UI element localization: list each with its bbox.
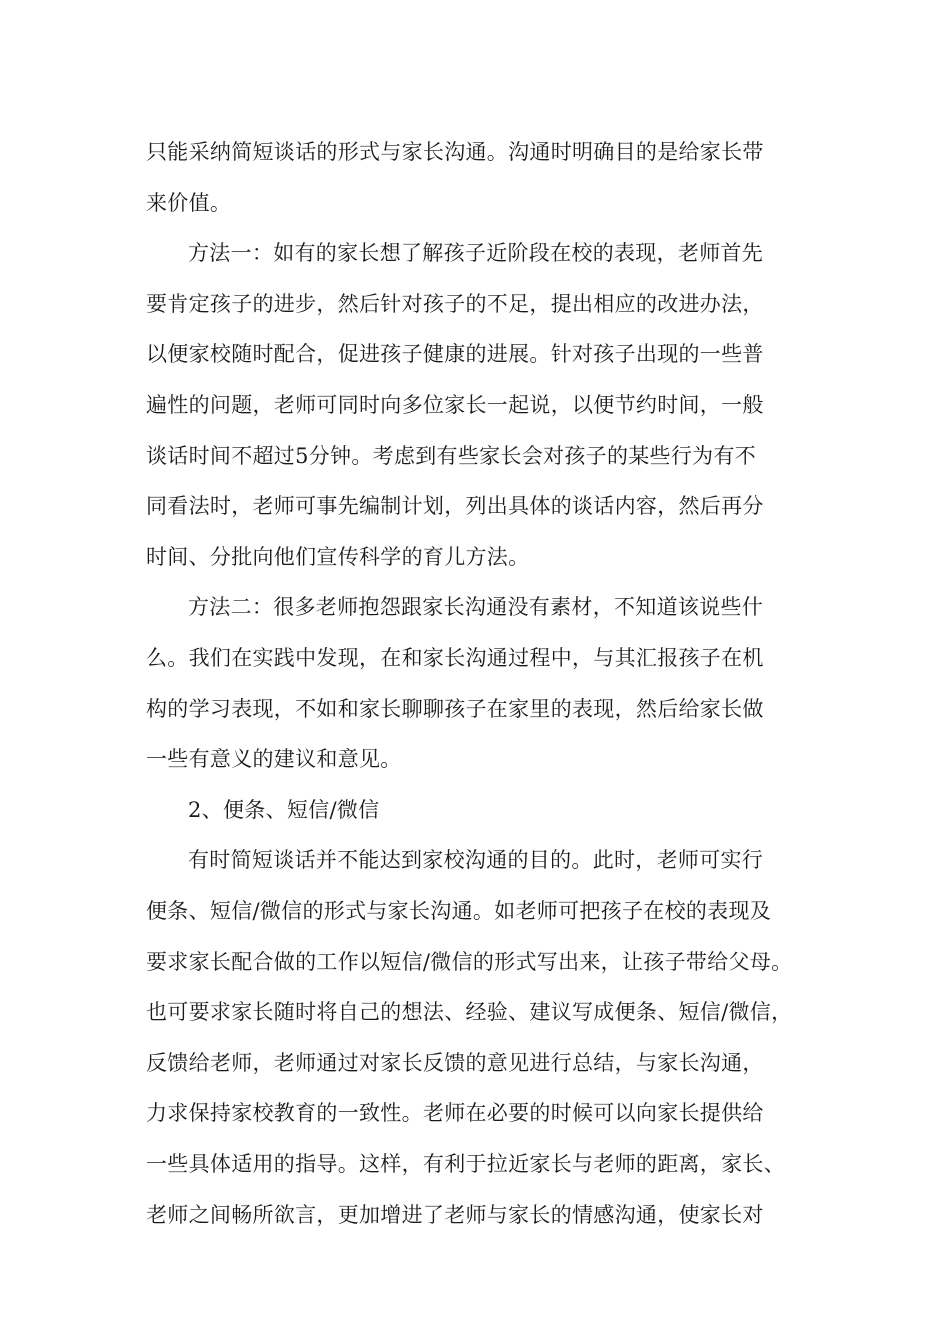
text-line: 一些有意义的建议和意见。 (146, 747, 402, 771)
text-line: 反馈给老师，老师通过对家长反馈的意见进行总结，与家长沟通， (146, 1051, 764, 1075)
text-line: 时间、分批向他们宣传科学的育儿方法。 (146, 545, 530, 569)
text-line: 只能采纳简短谈话的形式与家长沟通。沟通时明确目的是给家长带 (146, 140, 764, 164)
text-line: 遍性的问题，老师可同时向多位家长一起说，以便节约时间，一般 (146, 393, 764, 417)
text-line: 么。我们在实践中发现，在和家长沟通过程中，与其汇报孩子在机 (146, 646, 764, 670)
text-line: 要肯定孩子的进步，然后针对孩子的不足，提出相应的改进办法， (146, 292, 764, 316)
text-line: 同看法时，老师可事先编制计划，列出具体的谈话内容，然后再分 (146, 494, 764, 518)
text-line: 也可要求家长随时将自己的想法、经验、建议写成便条、短信/微信， (146, 1000, 793, 1024)
text-line: 一些具体适用的指导。这样，有利于拉近家长与老师的距离，家长、 (146, 1152, 785, 1176)
text-line: 力求保持家校教育的一致性。老师在必要的时候可以向家长提供给 (146, 1101, 764, 1125)
text-line: 来价值。 (146, 191, 232, 215)
text-line: 有时简短谈话并不能达到家校沟通的目的。此时，老师可实行 (188, 848, 764, 872)
text-line: 以便家校随时配合，促进孩子健康的进展。针对孩子出现的一些普 (146, 342, 764, 366)
text-line: 要求家长配合做的工作以短信/微信的形式写出来，让孩子带给父母。 (146, 950, 793, 974)
text-line: 构的学习表现，不如和家长聊聊孩子在家里的表现，然后给家长做 (146, 697, 764, 721)
text-line: 方法二：很多老师抱怨跟家长沟通没有素材，不知道该说些什 (188, 595, 764, 619)
text-line: 方法一：如有的家长想了解孩子近阶段在校的表现，老师首先 (188, 241, 764, 265)
text-line: 2、便条、短信/微信 (188, 798, 380, 822)
text-line: 便条、短信/微信的形式与家长沟通。如老师可把孩子在校的表现及 (146, 899, 772, 923)
text-line: 谈话时间不超过5分钟。考虑到有些家长会对孩子的某些行为有不 (146, 444, 757, 468)
text-line: 老师之间畅所欲言，更加增进了老师与家长的情感沟通，使家长对 (146, 1203, 764, 1227)
